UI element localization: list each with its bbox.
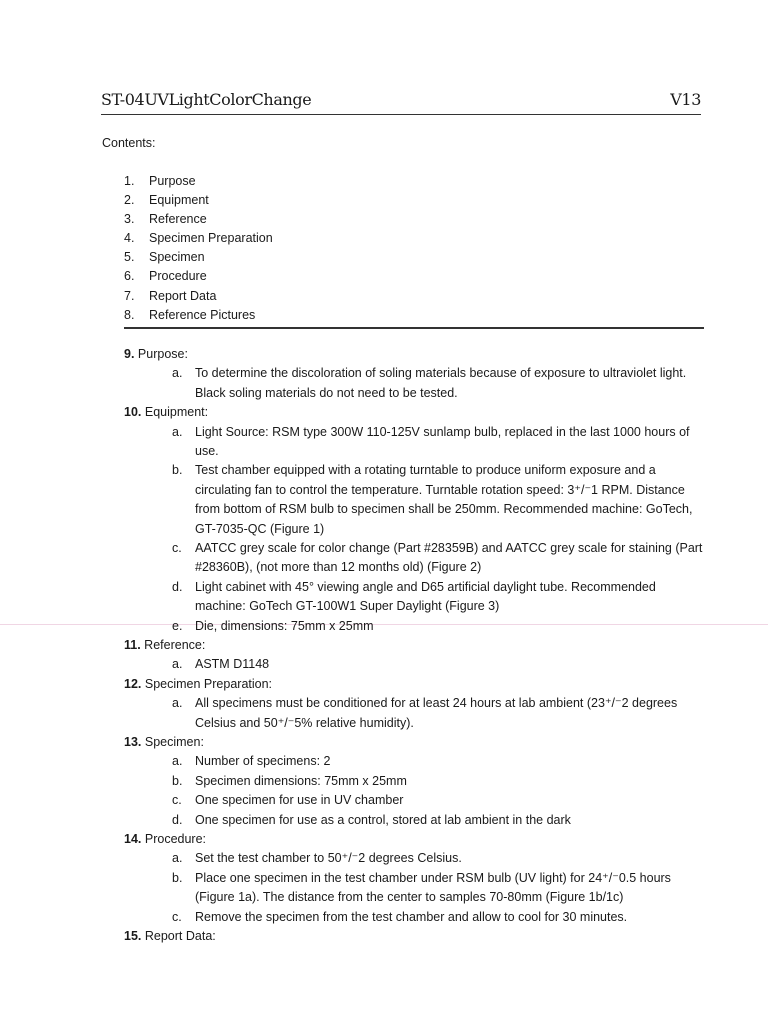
toc-item [124, 267, 704, 286]
section-number: 15. [124, 929, 142, 944]
list-item [124, 791, 704, 810]
section-number: 10. [124, 405, 142, 420]
item-text: Specimen dimensions: 75mm x 25mm [195, 773, 407, 788]
section-title: Purpose: [137, 347, 188, 361]
section-title: Reference: [144, 638, 206, 653]
section-heading [124, 403, 704, 422]
toc-number: 3. [124, 212, 135, 227]
section-number: 12. [124, 676, 142, 691]
item-text: Die, dimensions: 75mm x 25mm [195, 618, 374, 633]
toc-number: 8. [124, 307, 135, 322]
section-report-data [124, 927, 704, 946]
section-title: Equipment: [144, 405, 209, 420]
item-text: One specimen for use in UV chamber [195, 793, 404, 808]
section-title: Specimen: [144, 735, 204, 750]
item-letter: b. [172, 773, 183, 788]
table-of-contents [124, 172, 704, 325]
page-header [101, 88, 701, 115]
section-number: 14. [124, 832, 142, 847]
section-title: Report Data: [144, 929, 216, 944]
toc-item [124, 248, 704, 267]
toc-item [124, 306, 704, 325]
item-text: Remove the specimen from the test chamber and allow to cool for 30 minutes. [195, 909, 628, 924]
item-letter: c. [172, 541, 182, 556]
toc-number: 2. [124, 193, 135, 208]
toc-number: 7. [124, 288, 135, 303]
toc-item [124, 287, 704, 306]
toc-label: Specimen [149, 250, 205, 265]
section-specimen [124, 733, 704, 830]
list-item [124, 908, 704, 927]
section-heading [124, 733, 704, 752]
toc-number: 4. [124, 231, 135, 246]
document-body [124, 345, 704, 946]
toc-label: Specimen Preparation [149, 231, 273, 246]
section-number: 13. [124, 735, 142, 750]
toc-label: Purpose [149, 174, 196, 188]
section-reference [124, 636, 704, 675]
item-text: Number of specimens: 2 [195, 754, 331, 769]
list-item [124, 578, 704, 617]
list-item [124, 423, 704, 462]
list-item [124, 694, 704, 733]
section-heading [124, 636, 704, 655]
item-text: Set the test chamber to 50⁺/⁻2 degrees Celsius. [195, 851, 462, 866]
document-title: ST-04UVLightColorChange [101, 90, 312, 109]
item-text: One specimen for use as a control, stored at lab ambient in the dark [195, 812, 571, 827]
section-heading [124, 345, 704, 364]
toc-item [124, 229, 704, 248]
section-items [124, 364, 704, 403]
contents-heading: Contents: [102, 136, 156, 150]
toc-label: Report Data [149, 288, 217, 303]
item-letter: a. [172, 657, 183, 672]
item-letter: b. [172, 463, 183, 478]
toc-item [124, 172, 704, 191]
item-letter: a. [172, 696, 183, 711]
item-text: Light cabinet with 45° viewing angle and D65 artificial daylight tube. Recommended machine: GoTech GT-100W1 Super Daylight (Figure 3) [195, 579, 656, 614]
section-items [124, 655, 704, 674]
section-number: 9. [124, 347, 135, 361]
section-heading [124, 675, 704, 694]
item-letter: a. [172, 366, 183, 381]
item-text: Place one specimen in the test chamber under RSM bulb (UV light) for 24⁺/⁻0.5 hours (Figure 1a). The distance from the center to samples 70-80mm (Figure 1b/1c) [195, 870, 671, 905]
section-items [124, 423, 704, 636]
section-specimen-preparation [124, 675, 704, 733]
item-text: To determine the discoloration of soling materials because of exposure to ultraviolet light. Black soling materials do not need to be tested. [195, 366, 687, 400]
item-letter: c. [172, 909, 182, 924]
contents-divider [124, 327, 704, 329]
item-letter: d. [172, 812, 183, 827]
item-text: AATCC grey scale for color change (Part #28359B) and AATCC grey scale for staining (Part #28360B), (not more than 12 months old) (Figure 2) [195, 541, 703, 575]
list-item [124, 617, 704, 636]
section-procedure [124, 830, 704, 927]
toc-label: Reference [149, 212, 207, 227]
item-letter: a. [172, 851, 183, 866]
section-purpose [124, 345, 704, 403]
list-item [124, 539, 704, 578]
item-letter: b. [172, 870, 183, 885]
list-item [124, 811, 704, 830]
item-text: ASTM D1148 [195, 657, 270, 672]
item-text: Test chamber equipped with a rotating turntable to produce uniform exposure and a circulating fan to control the temperature. Turntable rotation speed: 3⁺/⁻1 RPM. Distance from bottom of RSM bulb to specimen shall be 250mm. Recommended machine: GoTech, GT-7035-QC (Figure 1) [195, 463, 693, 536]
section-title: Procedure: [144, 832, 207, 847]
list-item [124, 772, 704, 791]
section-items [124, 694, 704, 733]
item-letter: e. [172, 618, 183, 633]
document-version: V13 [670, 90, 701, 109]
toc-label: Procedure [149, 269, 207, 284]
list-item [124, 461, 704, 539]
toc-number: 5. [124, 250, 135, 265]
item-letter: a. [172, 424, 183, 439]
toc-item [124, 210, 704, 229]
list-item [124, 752, 704, 771]
section-items [124, 752, 704, 830]
section-equipment [124, 403, 704, 636]
item-text: Light Source: RSM type 300W 110-125V sunlamp bulb, replaced in the last 1000 hours of use. [195, 424, 690, 458]
toc-number: 1. [124, 174, 135, 188]
item-letter: d. [172, 579, 183, 594]
item-text: All specimens must be conditioned for at least 24 hours at lab ambient (23⁺/⁻2 degrees Celsius and 50⁺/⁻5% relative humidity). [195, 696, 678, 730]
list-item [124, 364, 704, 403]
toc-label: Equipment [149, 193, 209, 208]
section-heading [124, 927, 704, 946]
section-number: 11. [124, 638, 141, 653]
section-items [124, 849, 704, 927]
list-item [124, 849, 704, 868]
item-letter: c. [172, 793, 182, 808]
toc-label: Reference Pictures [149, 307, 256, 322]
list-item [124, 655, 704, 674]
list-item [124, 869, 704, 908]
section-title: Specimen Preparation: [144, 676, 273, 691]
toc-item [124, 191, 704, 210]
section-heading [124, 830, 704, 849]
toc-number: 6. [124, 269, 135, 284]
item-letter: a. [172, 754, 183, 769]
